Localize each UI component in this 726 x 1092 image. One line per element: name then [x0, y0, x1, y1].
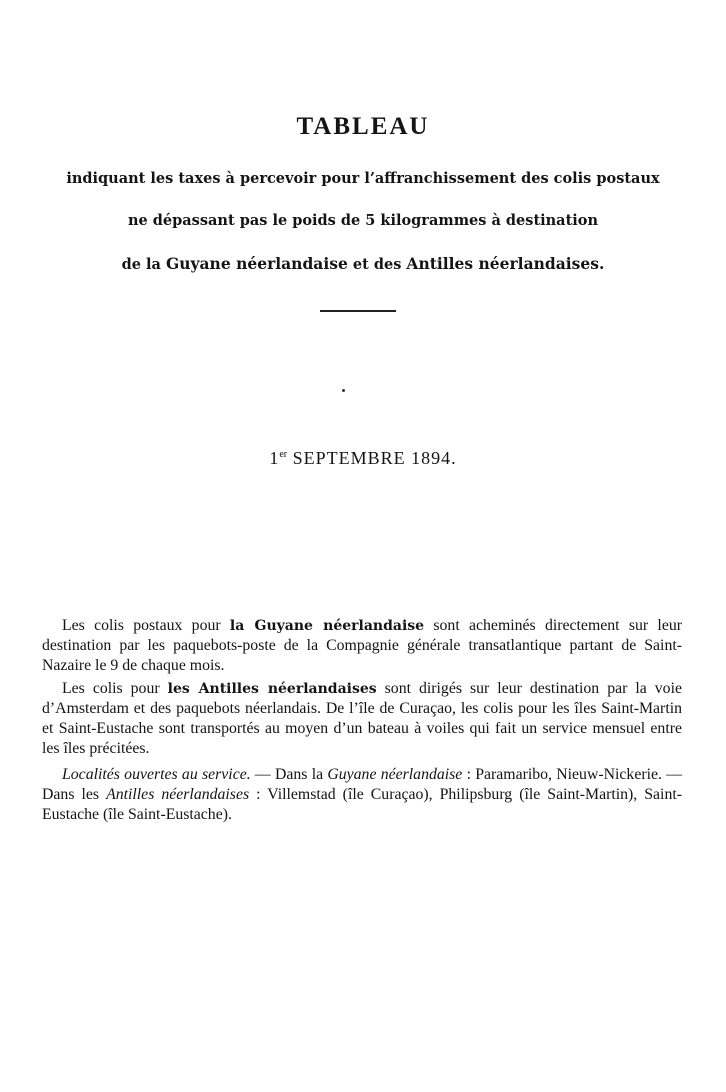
paragraph-antilles-bold: les Antilles néerlandaises	[167, 681, 377, 697]
localites-text-1: — Dans la	[250, 766, 328, 783]
localites-text-3: : Villemstad (île Curaçao), Philipsburg (île Saint-Martin), Saint-Eustache (île Saint-Eustache).	[42, 786, 682, 823]
antilles-heading: Antilles néerlandaises.	[406, 254, 605, 273]
localites-guyane: Guyane néerlandaise	[327, 766, 463, 783]
guyane-heading: Guyane néerlandaise	[166, 254, 348, 273]
paragraph-guyane-bold: la Guyane néerlandaise	[229, 618, 425, 634]
localites-label: Localités ouvertes au service.	[62, 766, 251, 783]
subtitle-line-2: ne dépassant pas le poids de 5 kilogrammes à destination	[127, 212, 599, 229]
paragraph-antilles	[42, 679, 682, 759]
paragraph-guyane	[42, 616, 682, 676]
subtitle-line-3	[0, 254, 726, 273]
subtitle-line-1: indiquant les taxes à percevoir pour l’affranchissement des colis postaux	[66, 170, 660, 187]
paragraph-antilles-body: sont dirigés sur leur destination par la voie d’Amsterdam et des paquebots néerlandais. De l’île de Curaçao, les colis pour les îles Saint-Martin et Saint-Eustache sont transportés au moyen d’un bateau à voiles qui fait un service mensuel entre les îles précitées.	[42, 680, 682, 757]
subtitle-line-3-connector: et des	[347, 256, 407, 273]
paragraph-guyane-intro: Les colis postaux pour	[62, 617, 230, 634]
paragraph-localites	[42, 765, 682, 825]
title-divider	[320, 310, 396, 312]
date-rest: SEPTEMBRE 1894.	[287, 448, 457, 468]
date-heading	[0, 448, 726, 469]
subtitle-line-3-prefix: de la	[121, 256, 166, 273]
paragraph-antilles-intro: Les colis pour	[62, 680, 168, 697]
localites-text-2: : Paramaribo, Nieuw-Nickerie. — Dans les	[42, 766, 682, 803]
paragraph-guyane-body: sont acheminés directement sur leur destination par les paquebots-poste de la Compagnie générale transatlantique partant de Saint-Nazaire le 9 de chaque mois.	[42, 617, 682, 674]
center-dot	[342, 389, 345, 392]
date-suffix: er	[279, 449, 288, 460]
localites-antilles: Antilles néerlandaises	[106, 786, 250, 803]
date-day: 1	[269, 448, 280, 468]
document-title: TABLEAU	[296, 113, 430, 140]
